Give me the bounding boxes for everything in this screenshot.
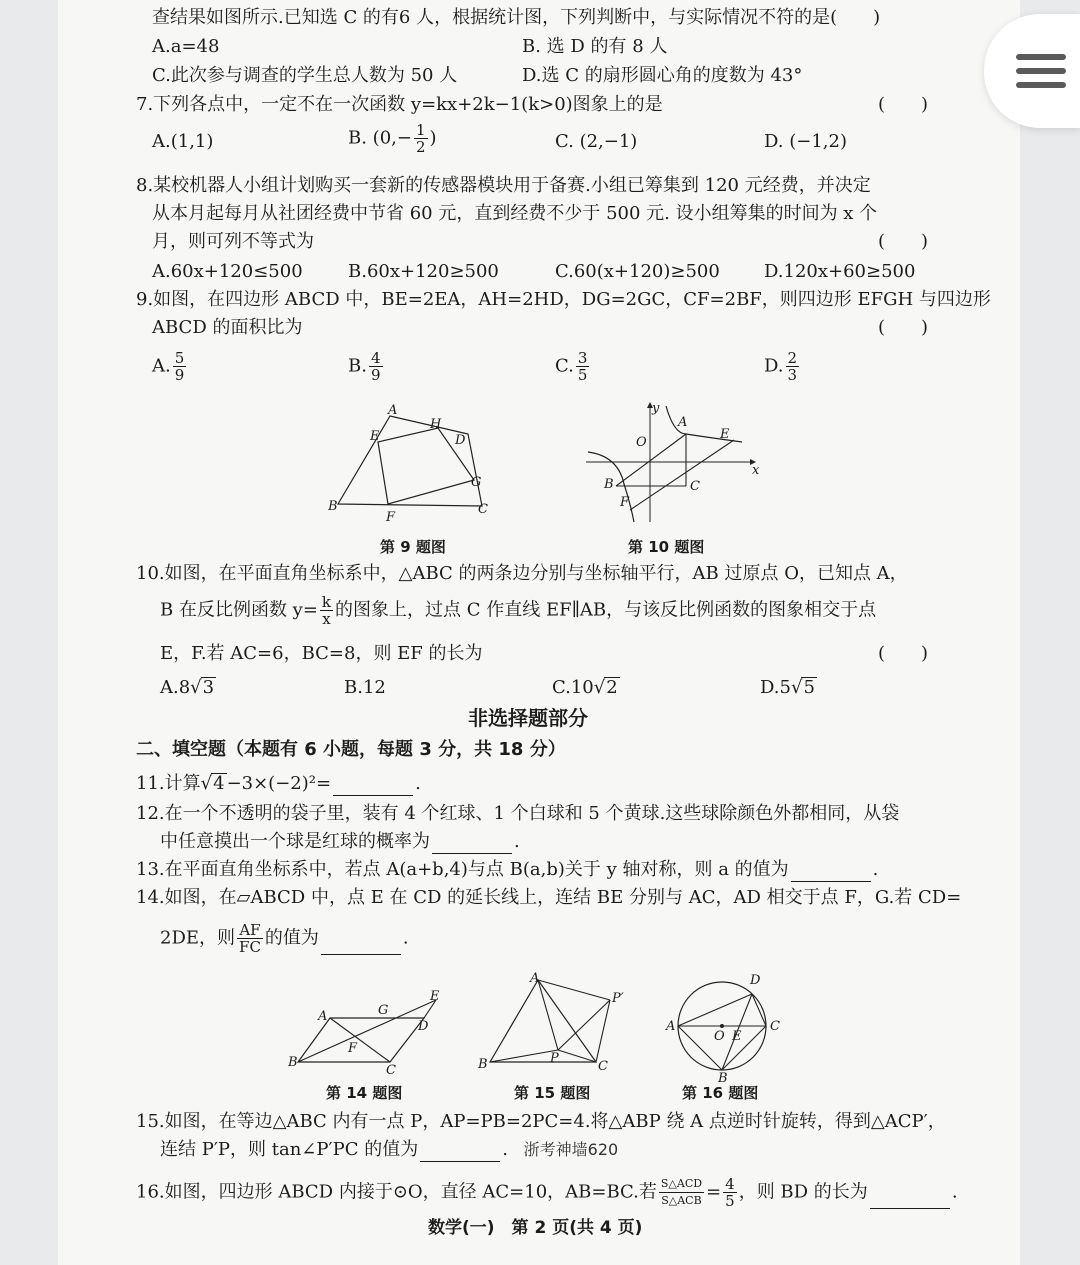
fig16-label-d: D	[750, 973, 761, 988]
page-footer: 数学(一) 第 2 页(共 4 页)	[428, 1218, 643, 1238]
fig9-label-d: D	[455, 433, 466, 448]
q10-option-a	[160, 676, 216, 700]
q9-line1: 9.如图，在四边形 ABCD 中，BE=2EA，AH=2HD，DG=2GC，CF=2BF，则四边形 EFGH 与四边形	[136, 289, 991, 310]
fig10-label-c: C	[690, 479, 700, 494]
q9-a-num: 5	[174, 349, 185, 367]
figure-16-caption: 第 16 题图	[682, 1084, 759, 1102]
q12-line2	[160, 830, 520, 854]
q13-end: .	[872, 859, 879, 880]
fig10-label-a: A	[678, 415, 688, 430]
q7-paren: ( )	[878, 94, 929, 115]
q8-line3: 月，则可列不等式为	[152, 231, 314, 252]
q9-a-den: 9	[174, 366, 185, 384]
q10-line2	[160, 594, 876, 627]
fig15-label-p-prime: P′	[612, 991, 624, 1006]
q6-option-a: A.a=48	[152, 36, 220, 57]
fig9-label-b: B	[328, 499, 338, 514]
q16-ratio-den: S△ACB	[661, 1194, 702, 1207]
q11	[136, 772, 421, 796]
q9-option-b	[348, 350, 385, 383]
q8-option-c: C.60(x+120)≥500	[555, 261, 720, 282]
fig15-segment-bp	[490, 1050, 558, 1062]
q9-option-c	[555, 350, 591, 383]
q11-end: .	[415, 773, 421, 794]
q9-d-num: 2	[787, 349, 798, 367]
q15-line2	[160, 1138, 618, 1162]
q9-b-den: 9	[370, 366, 381, 384]
q7-option-c: C. (2,−1)	[555, 131, 638, 152]
q14-answer-blank	[321, 936, 401, 955]
q12-line1: 12.在一个不透明的袋子里，装有 4 个红球、1 个白球和 5 个黄球.这些球除颜色外都相同，从袋	[136, 803, 900, 824]
q10-l2-post: 的图象上，过点 C 作直线 EF∥AB，与该反比例函数的图象相交于点	[335, 599, 877, 621]
q6-option-d: D.选 C 的扇形圆心角的度数为 43°	[522, 65, 803, 86]
q8-paren: ( )	[878, 231, 929, 252]
fig15-label-p: P	[550, 1051, 559, 1066]
q16-frac-den: 5	[725, 1192, 735, 1210]
q16-four-fifths	[723, 1176, 737, 1209]
fig16-center-dot	[720, 1024, 724, 1028]
q16-ratio-num: S△ACD	[659, 1176, 704, 1193]
q8-option-b: B.60x+120≥500	[348, 261, 499, 282]
q8-line1: 8.某校机器人小组计划购买一套新的传感器模块用于备赛.小组已筹集到 120 元经费，并决定	[136, 175, 871, 196]
q12-l2-text: 中任意摸出一个球是红球的概率为	[160, 831, 430, 852]
q15-l2-text: 连结 P′P，则 tan∠P′PC 的值为	[160, 1139, 419, 1160]
figure-10-coordinate-plane	[582, 398, 762, 528]
watermark-text: 浙考神墙620	[523, 1140, 619, 1159]
q9-b-num: 4	[370, 349, 381, 367]
fig10-line-ab	[616, 434, 686, 486]
q13-answer-blank	[791, 863, 871, 882]
q9-d-label: D.	[764, 355, 784, 377]
fig14-label-f: F	[348, 1041, 358, 1056]
fig16-label-c: C	[770, 1019, 780, 1034]
q9-c-den: 5	[577, 366, 588, 384]
q16-answer-blank	[870, 1190, 950, 1209]
q7-b-num: 1	[415, 121, 426, 139]
q15-answer-blank	[420, 1143, 500, 1162]
q10-d-pre: D.5√	[760, 677, 803, 698]
q7-option-a: A.(1,1)	[152, 131, 214, 152]
q7-option-d: D. (−1,2)	[764, 131, 847, 152]
q14-line1: 14.如图，在▱ABCD 中，点 E 在 CD 的延长线上，连结 BE 分别与 AC，AD 相交于点 F，G.若 CD=	[136, 887, 962, 908]
q7-stem: 7.下列各点中，一定不在一次函数 y=kx+2k−1(k>0)图象上的是	[136, 94, 663, 115]
q10-option-d	[760, 676, 817, 700]
q8-option-d: D.120x+60≥500	[764, 261, 916, 282]
q16-pre: 16.如图，四边形 ABCD 内接于⊙O，直径 AC=10，AB=BC.若	[136, 1181, 657, 1203]
q13	[136, 858, 878, 882]
q10-k-over-x	[320, 594, 333, 627]
q11-answer-blank	[333, 777, 413, 796]
figure-15-triangle	[478, 966, 628, 1076]
fig14-label-g: G	[378, 1003, 389, 1018]
figure-14-caption: 第 14 题图	[326, 1084, 403, 1102]
fig15-abc	[490, 980, 596, 1062]
fig15-segment-ap	[538, 980, 558, 1050]
q9-a-fraction	[173, 350, 187, 383]
fig10-label-o: O	[636, 435, 647, 450]
fig9-label-g: G	[471, 475, 482, 490]
q14-af-over-fc	[237, 922, 263, 955]
q11-pre: 11.计算√	[136, 773, 213, 794]
q14-frac-den: FC	[239, 938, 261, 956]
fig15-segment-cp2	[596, 1000, 610, 1062]
fig10-line-ef	[630, 440, 734, 510]
q10-paren: ( )	[878, 643, 929, 664]
fig10-label-b: B	[604, 477, 614, 492]
fig14-abcd	[298, 1018, 424, 1062]
q14-line2	[160, 922, 409, 955]
q14-end: .	[402, 927, 409, 949]
fig16-label-o: O	[714, 1029, 725, 1044]
q9-option-a	[152, 350, 188, 383]
q10-a-pre: A.8√	[160, 677, 202, 698]
q10-d-radicand: 5	[803, 677, 815, 698]
fig16-segment-bc	[722, 1026, 766, 1070]
fig15-label-c: C	[598, 1059, 608, 1074]
q7-b-pre: B. (0,−	[348, 127, 412, 149]
q16-frac-num: 4	[725, 1175, 735, 1193]
q9-d-fraction	[786, 350, 800, 383]
fig9-label-a: A	[388, 403, 398, 418]
q7-option-b	[348, 122, 437, 155]
fig10-label-x: x	[752, 463, 760, 478]
part-two-heading: 非选择题部分	[468, 706, 588, 730]
q14-l2-post: 的值为	[264, 927, 319, 949]
q10-frac-num: k	[321, 593, 332, 611]
fig9-label-e: E	[370, 429, 380, 444]
q6-option-c: C.此次参与调查的学生总人数为 50 人	[152, 65, 458, 86]
q10-option-c	[552, 676, 620, 700]
q15-end: .	[502, 1139, 508, 1160]
figure-10-caption: 第 10 题图	[628, 538, 705, 556]
q7-b-fraction	[414, 122, 428, 155]
fig14-label-a: A	[318, 1009, 328, 1024]
q9-option-d	[764, 350, 801, 383]
fig15-label-b: B	[478, 1057, 488, 1072]
q12-end: .	[514, 831, 520, 852]
q9-c-num: 3	[577, 349, 588, 367]
fig15-segment-ap2	[538, 980, 610, 1000]
q16-area-ratio	[659, 1176, 704, 1209]
exam-page	[58, 0, 1020, 1265]
q8-line2: 从本月起每月从社团经费中节省 60 元，直到经费不少于 500 元. 设小组筹集的时间为 x 个	[152, 203, 878, 224]
q6-stem: 查结果如图所示.已知选 C 的有6 人，根据统计图，下列判断中，与实际情况不符的是( )	[152, 7, 881, 28]
fig15-segment-pp2	[558, 1000, 610, 1050]
fig15-label-a: A	[530, 971, 540, 986]
q10-a-radicand: 3	[202, 677, 215, 698]
q9-a-label: A.	[152, 355, 171, 377]
q11-mid: −3×(−2)²=	[226, 773, 332, 794]
q8-option-a: A.60x+120≤500	[152, 261, 303, 282]
fig16-label-a: A	[666, 1019, 676, 1034]
q13-text: 13.在平面直角坐标系中，若点 A(a+b,4)与点 B(a,b)关于 y 轴对称，则 a 的值为	[136, 859, 789, 880]
q7-b-den: 2	[415, 138, 426, 156]
fig14-label-e: E	[430, 989, 440, 1004]
q14-l2-pre: 2DE，则	[160, 927, 236, 949]
figure-14-parallelogram	[288, 984, 458, 1076]
q9-b-fraction	[369, 350, 383, 383]
fig9-label-h: H	[430, 417, 442, 432]
q15-line1: 15.如图，在等边△ABC 内有一点 P，AP=PB=2PC=4.将△ABP 绕 A 点逆时针旋转，得到△ACP′，	[136, 1111, 946, 1132]
q16-post: ，则 BD 的长为	[738, 1181, 868, 1203]
fig10-label-f: F	[620, 495, 630, 510]
q16-eq: =	[706, 1181, 722, 1203]
q10-c-pre: C.10√	[552, 677, 606, 698]
fig14-label-c: C	[386, 1063, 396, 1076]
fig9-label-f: F	[386, 510, 396, 525]
q16-end: .	[951, 1181, 958, 1203]
q9-paren: ( )	[878, 317, 929, 338]
section-two-heading: 二、填空题（本题有 6 小题，每题 3 分，共 18 分）	[136, 739, 566, 760]
figure-9-quadrilateral	[328, 398, 508, 528]
q9-b-label: B.	[348, 355, 367, 377]
fig16-label-e: E	[732, 1029, 742, 1044]
q9-d-den: 3	[787, 366, 798, 384]
q10-line1: 10.如图，在平面直角坐标系中，△ABC 的两条边分别与坐标轴平行，AB 过原点 O，已知点 A，	[136, 563, 908, 584]
q10-l2-pre: B 在反比例函数 y=	[160, 599, 318, 621]
q9-line2: ABCD 的面积比为	[152, 317, 303, 338]
q6-option-b: B. 选 D 的有 8 人	[522, 36, 668, 57]
q14-frac-num: AF	[237, 922, 263, 939]
figure-9-caption: 第 9 题图	[380, 538, 446, 556]
q7-b-post: )	[429, 127, 437, 149]
fig9-label-c: C	[478, 502, 488, 517]
q11-radicand: 4	[213, 773, 225, 794]
fig16-label-b: B	[718, 1071, 728, 1084]
q16	[136, 1176, 958, 1209]
figure-16-circle	[662, 968, 802, 1084]
fig15-segment-cp	[558, 1050, 596, 1062]
fig14-label-d: D	[418, 1019, 429, 1034]
fig10-label-e: E	[720, 427, 730, 442]
q10-option-b: B.12	[344, 677, 386, 698]
figure-15-caption: 第 15 题图	[514, 1084, 591, 1102]
q10-frac-den: x	[322, 610, 331, 628]
q10-line3: E，F.若 AC=6，BC=8，则 EF 的长为	[160, 643, 483, 664]
q10-c-radicand: 2	[606, 677, 618, 698]
q12-answer-blank	[432, 835, 512, 854]
fig14-label-b: B	[288, 1055, 298, 1070]
fig16-segment-cd	[752, 994, 766, 1026]
fig10-label-y: y	[652, 401, 660, 416]
q9-c-label: C.	[555, 355, 574, 377]
q9-c-fraction	[576, 350, 590, 383]
